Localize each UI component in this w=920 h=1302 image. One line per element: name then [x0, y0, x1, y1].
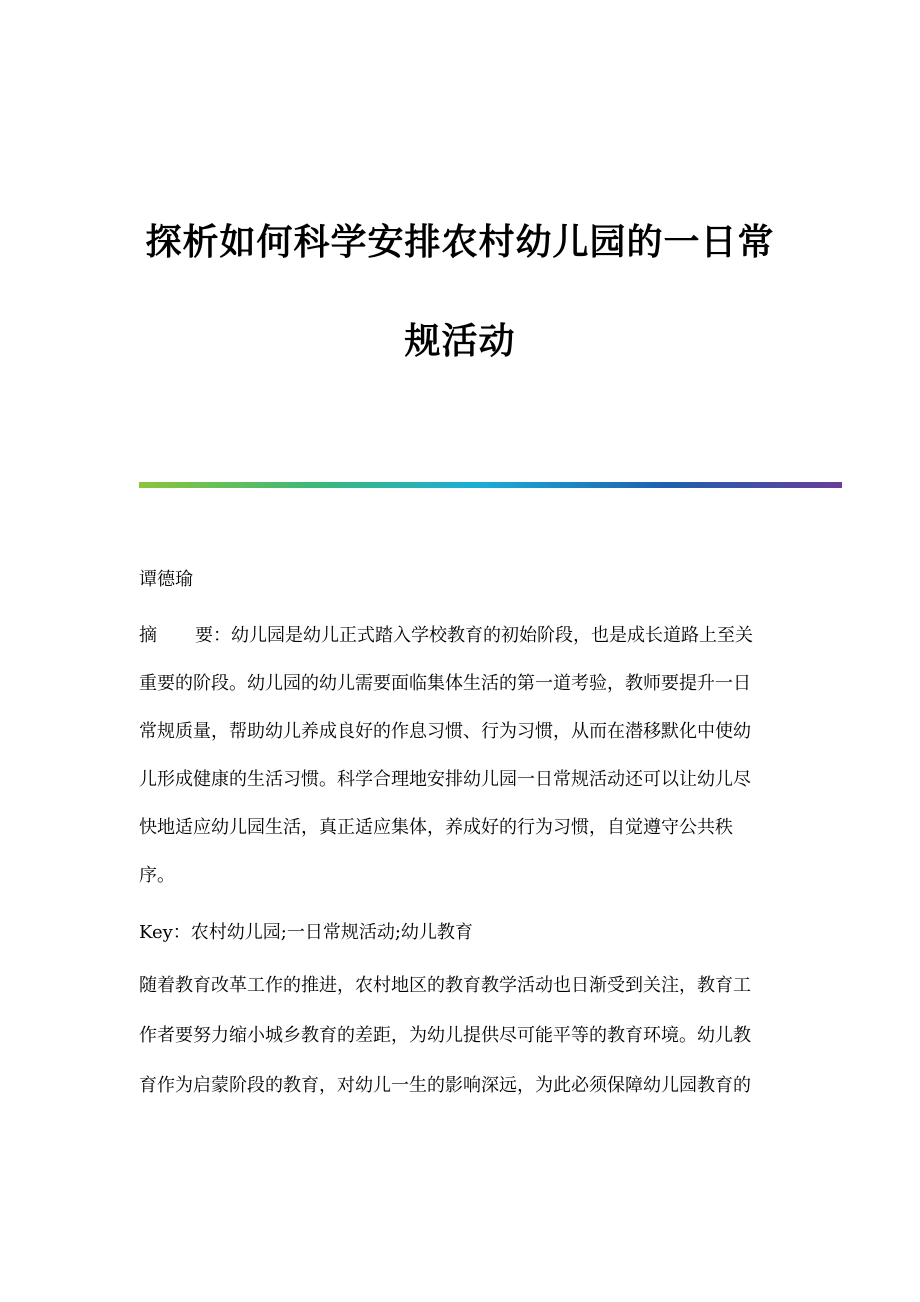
body-line-3: 育作为启蒙阶段的教育，对幼儿一生的影响深远，为此必须保障幼儿园教育的 [139, 1075, 751, 1096]
title-divider-gradient-bar [139, 482, 842, 488]
abstract-line-2: 重要的阶段。幼儿园的幼儿需要面临集体生活的第一道考验，教师要提升一日 [139, 673, 751, 694]
body-line-2: 作者要努力缩小城乡教育的差距，为幼儿提供尽可能平等的教育环境。幼儿教 [139, 1025, 751, 1046]
abstract-line-3: 常规质量，帮助幼儿养成良好的作息习惯、行为习惯，从而在潜移默化中使幼 [139, 721, 751, 742]
abstract-section [139, 624, 789, 888]
keywords: Key：农村幼儿园;一日常规活动;幼儿教育 [139, 922, 473, 943]
body-paragraph [139, 974, 789, 1098]
document-title-line-2: 规活动 [404, 321, 516, 362]
body-line-1: 随着教育改革工作的推进，农村地区的教育教学活动也日渐受到关注，教育工 [139, 975, 751, 996]
author-name: 谭德瑜 [139, 569, 193, 590]
abstract-label-end: 要： [195, 625, 231, 646]
abstract-line-5: 快地适应幼儿园生活，真正适应集体，养成好的行为习惯，自觉遵守公共秩 [139, 817, 733, 838]
abstract-line-4: 儿形成健康的生活习惯。科学合理地安排幼儿园一日常规活动还可以让幼儿尽 [139, 769, 751, 790]
abstract-label-start: 摘 [139, 625, 157, 646]
abstract-line-6: 序。 [139, 865, 175, 886]
document-title-line-1: 探析如何科学安排农村幼儿园的一日常 [145, 222, 775, 263]
abstract-text: 幼儿园是幼儿正式踏入学校教育的初始阶段，也是成长道路上至关 [231, 625, 753, 646]
abstract-line-1 [139, 624, 789, 648]
